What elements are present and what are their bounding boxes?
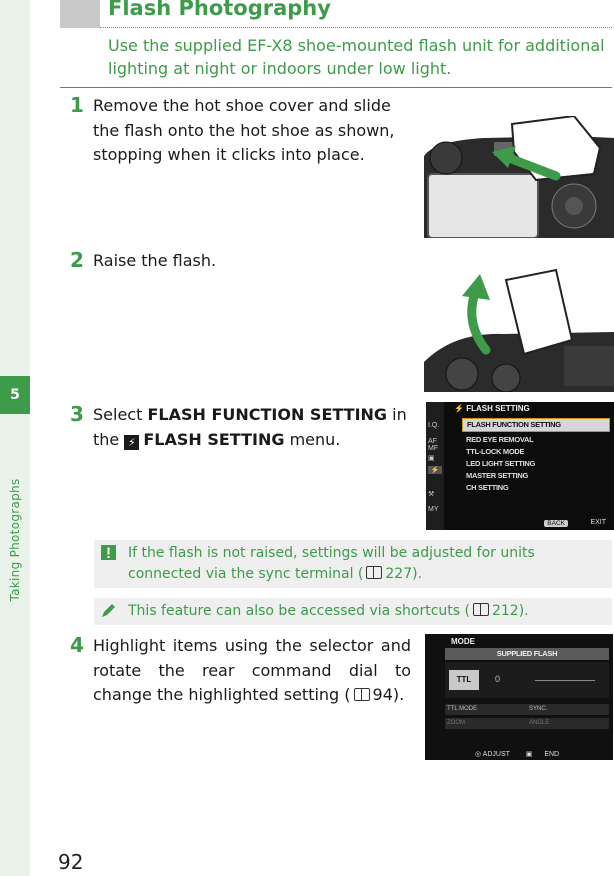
chapter-number-tab: 5	[0, 376, 30, 414]
menu-side-my: MY	[428, 506, 439, 513]
page-ref-icon	[366, 566, 382, 579]
caution-note	[94, 540, 612, 588]
chapter-title: Taking Photographs	[8, 478, 22, 602]
menu-side-iq: I.Q.	[428, 422, 440, 429]
step-4-number: 4	[70, 633, 84, 657]
step-2-text: Raise the flash.	[93, 251, 217, 270]
flash-function-screen	[425, 634, 613, 760]
menu-item[interactable]: RED EYE REMOVAL	[466, 435, 534, 444]
menu-selected-item[interactable]: FLASH FUNCTION SETTING	[462, 418, 610, 432]
section-marker	[60, 0, 100, 28]
menu-sidebar	[426, 402, 444, 530]
page-ref-icon	[354, 688, 370, 701]
raise-flash-illustration	[424, 262, 614, 392]
step-3-text-post: menu.	[289, 429, 341, 449]
header-rule	[60, 87, 612, 88]
step-3-text	[93, 403, 418, 452]
menu-item[interactable]: TTL-LOCK MODE	[466, 447, 525, 456]
ttl-mode-button[interactable]: TTL	[449, 670, 479, 690]
page-number: 92	[58, 850, 84, 874]
camera-hotshoe-illustration	[424, 116, 614, 238]
flash-comp-scale	[535, 680, 595, 681]
step-1-text: Remove the hot shoe cover and slide the flash onto the hot shoe as shown, stopping when it clicks into place.	[93, 96, 395, 164]
menu-header: ⚡ FLASH SETTING	[454, 404, 530, 413]
caution-note-text-post: ).	[412, 566, 423, 582]
caution-note-ref: 227	[385, 566, 413, 582]
caution-icon	[100, 544, 117, 561]
menu-back-button[interactable]: BACK	[544, 520, 568, 527]
step-3-text-mid: in the	[93, 405, 407, 449]
flash-menu-icon: ⚡	[124, 435, 139, 450]
title-divider	[100, 27, 612, 28]
step-3-bold-menu: FLASH SETTING	[143, 429, 285, 449]
tip-note-ref: 212	[491, 603, 519, 619]
flash-mode-label: MODE	[451, 637, 475, 646]
step-3-number: 3	[70, 402, 84, 426]
section-title: Flash Photography	[108, 0, 331, 20]
zoom-row[interactable]: ZOOM ANGLE	[445, 718, 609, 729]
step-3-bold-item: FLASH FUNCTION SETTING	[147, 405, 388, 424]
tip-note-text-post: ).	[518, 603, 529, 619]
tip-note-text: This feature can also be accessed via shortcuts (	[128, 603, 470, 619]
step-4-text	[93, 634, 411, 708]
camera-icon: ▣	[428, 455, 435, 462]
menu-item[interactable]: CH SETTING	[466, 483, 509, 492]
menu-item[interactable]: LED LIGHT SETTING	[466, 459, 536, 468]
flash-icon: ⚡	[428, 466, 442, 474]
step-2-number: 2	[70, 248, 84, 272]
step-1-number: 1	[70, 93, 84, 117]
page-ref-icon	[473, 603, 489, 616]
flash-comp-value: 0	[495, 674, 501, 684]
step-4-ref: 94	[372, 685, 393, 704]
tip-pencil-icon	[100, 602, 117, 619]
step-4-text-post: ).	[392, 685, 405, 704]
supplied-flash-bar: SUPPLIED FLASH	[445, 648, 609, 660]
ttl-mode-row[interactable]: TTL MODE SYNC.	[445, 704, 609, 715]
tip-note	[94, 598, 612, 625]
wrench-icon: ⚒	[428, 491, 435, 498]
section-intro: Use the supplied EF-X8 shoe-mounted flash unit for additional lighting at night or indoors under low light.	[108, 36, 605, 78]
menu-side-afmf: AF MF	[428, 438, 439, 452]
end-icon: ▣	[525, 751, 533, 758]
flash-setting-menu-screen	[426, 402, 614, 530]
menu-exit-label: EXIT	[590, 519, 606, 526]
adjust-icon: ◎	[475, 751, 482, 758]
chapter-strip	[0, 0, 30, 876]
flash-screen-footer: ◎ ADJUST ▣ END	[475, 751, 560, 758]
step-4-text-main: Highlight items using the selector and rotate the rear command dial to change the highlighted setting (	[93, 636, 411, 704]
caution-note-text: If the flash is not raised, settings will be adjusted for units connected via the sync terminal (	[128, 545, 535, 582]
menu-item[interactable]: MASTER SETTING	[466, 471, 529, 480]
step-3-text-pre: Select	[93, 405, 143, 424]
